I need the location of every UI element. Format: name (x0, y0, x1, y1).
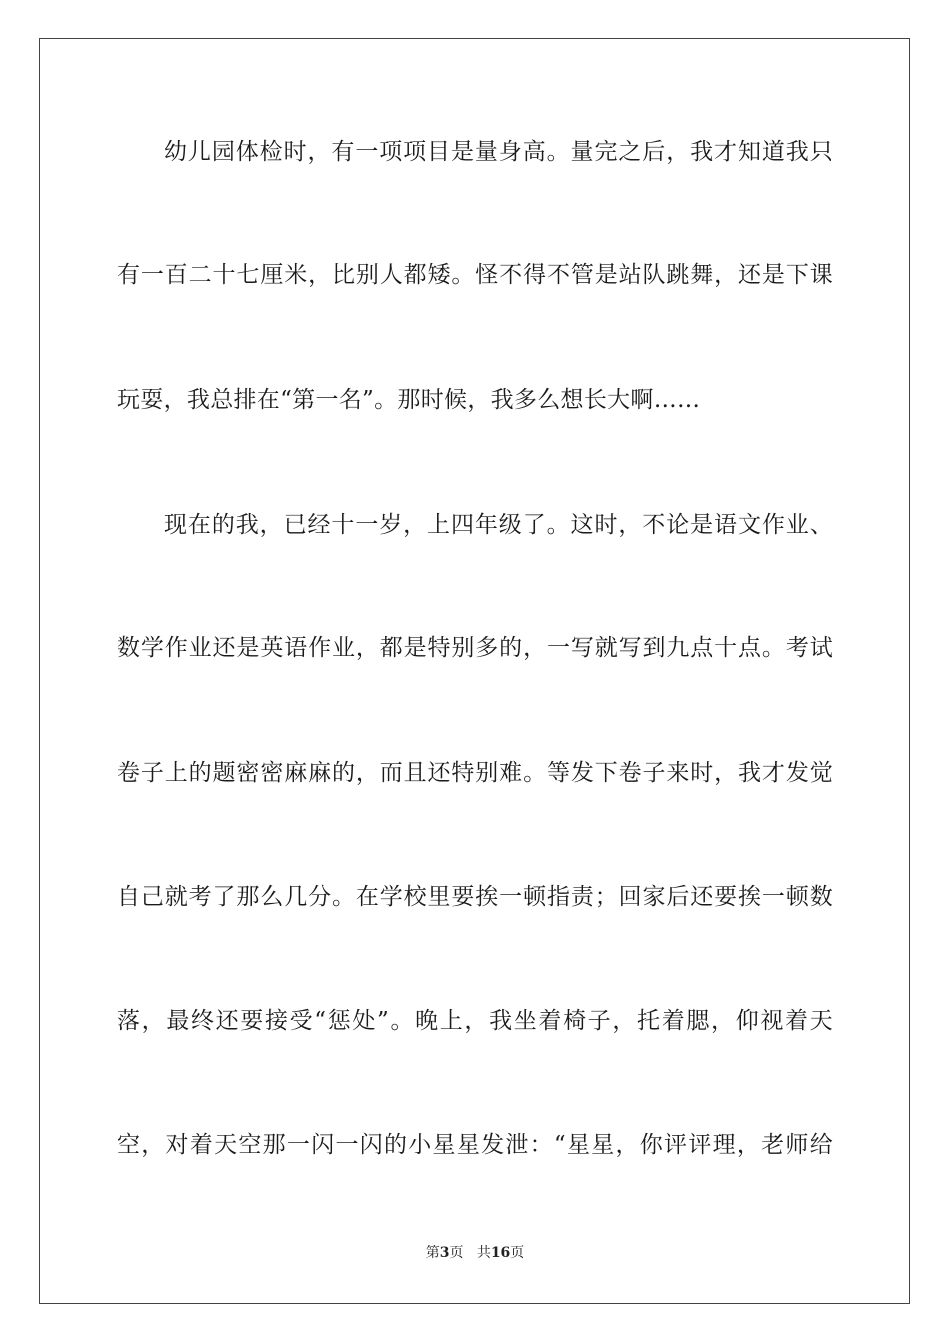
page-prefix: 第 (425, 1245, 440, 1261)
paragraph-1-line-2: 有一百二十七厘米，比别人都矮。怪不得不管是站队跳舞，还是下课 (117, 262, 833, 288)
total-pages: 16 (490, 1245, 511, 1261)
paragraph-2-line-2: 数学作业还是英语作业，都是特别多的，一写就写到九点十点。考试 (117, 635, 833, 661)
paragraph-2-line-6: 空，对着天空那一闪一闪的小星星发泄：“星星，你评评理，老师给 (117, 1132, 833, 1158)
total-prefix: 共 (476, 1245, 491, 1261)
paragraph-2-line-5: 落，最终还要接受“惩处”。晚上，我坐着椅子，托着腮，仰视着天 (117, 1008, 833, 1034)
page-number: 3 (439, 1245, 450, 1261)
page-footer (0, 1244, 950, 1262)
page-suffix: 页 (449, 1245, 464, 1261)
total-suffix: 页 (510, 1245, 525, 1261)
paragraph-1-line-1: 幼儿园体检时，有一项项目是量身高。量完之后，我才知道我只 (164, 139, 833, 165)
paragraph-2-line-4: 自己就考了那么几分。在学校里要挨一顿指责；回家后还要挨一顿数 (117, 884, 833, 910)
paragraph-2-line-1: 现在的我，已经十一岁，上四年级了。这时，不论是语文作业、 (164, 512, 833, 538)
paragraph-2-line-3: 卷子上的题密密麻麻的，而且还特别难。等发下卷子来时，我才发觉 (117, 760, 833, 786)
paragraph-1-line-3: 玩耍，我总排在“第一名”。那时候，我多么想长大啊…… (117, 387, 701, 413)
page-border (39, 38, 910, 1304)
